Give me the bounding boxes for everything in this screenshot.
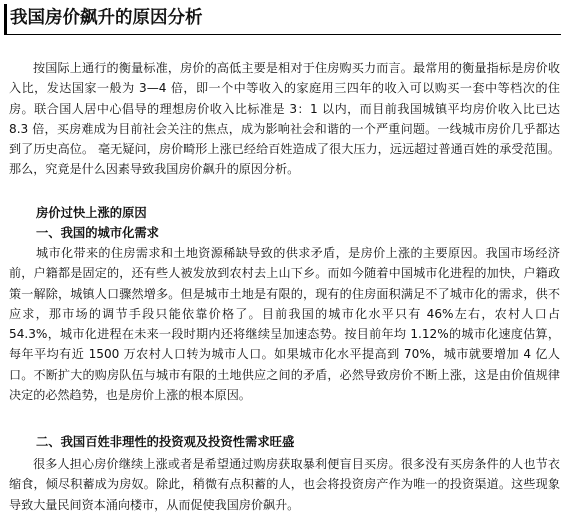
title-row bbox=[0, 0, 565, 40]
title-left-bar bbox=[4, 4, 7, 34]
title-underline bbox=[4, 34, 561, 35]
intro-paragraph: 按国际上通行的衡量标准，房价的高低主要是相对于住房购买力而言。最常用的衡量指标是房价收入比，发达国家一般为 3—4 倍，即一个中等收入的家庭用三四年的收入可以购买一套中等档次的住房。联合国人居中心倡导的理想房价收入比标准是 3：1 以内，而目前我国城镇平均房价收入比已达 8.3 倍，买房难成为目前社会关注的焦点，成为影响社会和谐的一个严重问题。一线城市房价几乎都达到了历史高位。 毫无疑问，房价畸形上涨已经给百姓造成了很大压力，远远超过普通百姓的承受范围。那么，究竟是什么因素导致我国房价飙升的原因分析。 bbox=[9, 61, 560, 177]
document-title: 我国房价飙升的原因分析 bbox=[10, 8, 203, 28]
subsection-heading-1: 一、我国的城市化需求 bbox=[36, 226, 159, 240]
subsection-1-paragraph: 城市化带来的住房需求和土地资源稀缺导致的供求矛盾，是房价上涨的主要原因。我国市场经济前，户籍都是固定的，还有些人被发放到农村去上山下乡。而如今随着中国城市化进程的加快，户籍政策一解除，城镇人口骤然增多。但是城市土地是有限的，现有的住房面积满足不了城市化的需求，供不应求，那市场的调节手段只能依靠价格了。目前我国的城市化水平只有 46%左右，农村人口占 54.3%，城市化进程在未来一段时期内还将继续呈加速态势。按目前年均 1.12%的城市化速度估算，每年平均有近 1500 万农村人口转为城市人口。如果城市化水平提高到 70%，城市就要增加 4 亿人口。不断扩大的购房队伍与城市有限的土地供应之间的矛盾，必然导致房价不断上涨，这是由价值规律决定的必然趋势，也是房价上涨的根本原因。 bbox=[9, 246, 560, 403]
section-heading: 房价过快上涨的原因 bbox=[36, 206, 147, 220]
subsection-heading-2: 二、我国百姓非理性的投资观及投资性需求旺盛 bbox=[36, 435, 295, 449]
subsection-2-paragraph: 很多人担心房价继续上涨或者是希望通过购房获取暴利便盲目买房。很多没有买房条件的人也节衣缩食，倾尽积蓄成为房奴。除此，稍微有点积蓄的人，也会将投资房产作为唯一的投资渠道。这些现象导致大量民间资本涌向楼市，从而促使我国房价飙升。 bbox=[9, 457, 560, 512]
